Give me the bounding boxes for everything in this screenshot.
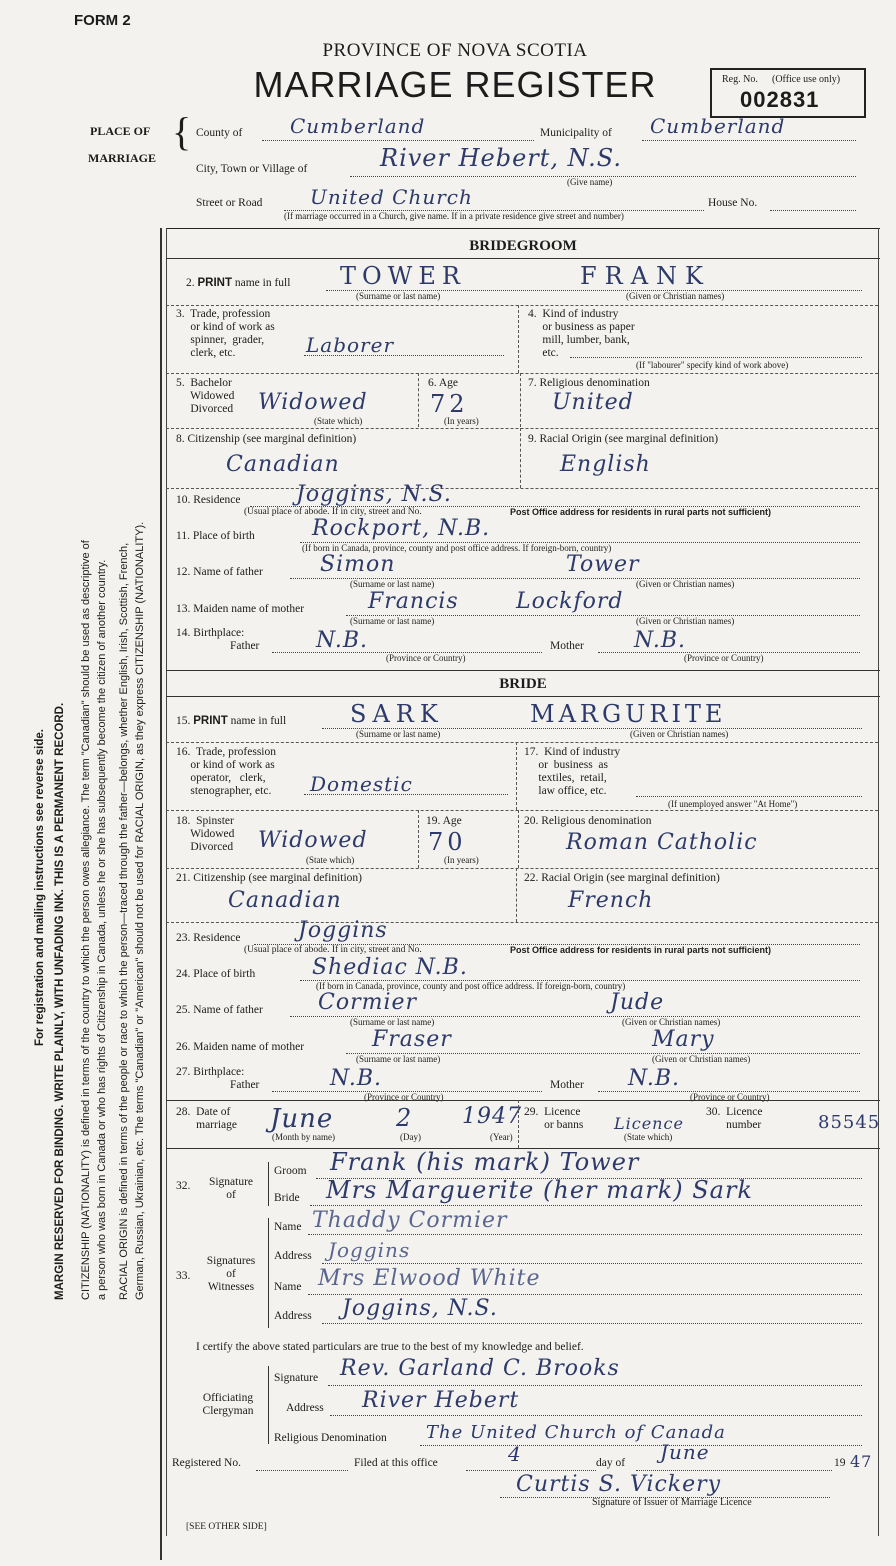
form-left-rule [166, 228, 167, 1536]
marriage-top-rule [166, 1100, 880, 1101]
row-rule [166, 810, 878, 811]
groom-status-caption: (State which) [314, 416, 363, 426]
row-rule [166, 868, 878, 869]
groom-status-label: 5. Bachelor Widowed Divorced [176, 377, 235, 415]
col-rule [518, 305, 519, 373]
bride-sig-line [310, 1205, 862, 1206]
filed-month-line [636, 1470, 832, 1471]
form-top-rule [166, 228, 880, 229]
groom-citizenship-label: 8. Citizenship (see marginal definition) [176, 433, 357, 445]
bride-racial: French [568, 888, 654, 913]
groom-bp-father-label: Father [230, 640, 260, 652]
groom-print-rest: name in full [234, 277, 291, 289]
bride-heading: BRIDE [499, 676, 547, 692]
bride-birth: Shediac N.B. [312, 955, 468, 980]
groom-residence-note-a: (Usual place of abode. If in city, street and No. [244, 507, 422, 517]
row-rule [166, 305, 878, 306]
bride-citizenship-label: 21. Citizenship (see marginal definition) [176, 872, 362, 884]
day-of-label: day of [596, 1457, 626, 1469]
groom-bp-mother-cap: (Province or Country) [684, 653, 764, 663]
bridegroom-heading: BRIDEGROOM [469, 238, 577, 254]
groom-residence-label: 10. Residence [176, 494, 241, 506]
groom-father-surname-cap: (Surname or last name) [350, 579, 435, 589]
groom-trade-label: 3. Trade, profession or kind of work as spinner, grader, clerk, etc. [176, 308, 275, 359]
officiant-signature: Rev. Garland C. Brooks [340, 1356, 620, 1381]
margin-rule [160, 228, 162, 1560]
province-heading: PROVINCE OF NOVA SCOTIA [322, 40, 588, 61]
bride-birth-label: 24. Place of birth [176, 968, 256, 980]
groom-signature: Frank (his mark) Tower [330, 1148, 640, 1176]
marriage-day: 2 [396, 1104, 413, 1132]
bride-citizenship: Canadian [228, 888, 342, 913]
off-relig-label: Religious Denomination [274, 1432, 387, 1444]
col-rule [518, 1100, 519, 1148]
form-number: FORM 2 [74, 12, 131, 29]
year-prefix: 19 [834, 1457, 846, 1469]
groom-birth: Rockport, N.B. [312, 516, 491, 541]
col-rule [518, 810, 519, 868]
licence-number-label: 30. Licence number [706, 1106, 763, 1131]
margin-line-3: CITIZENSHIP (NATIONALITY) is defined in terms of the country to which the person owes allegiance. The term "Canadian" should be used as descriptive of [80, 540, 92, 1300]
bride-father-given: Jude [610, 990, 665, 1015]
sig-label: Signature of [208, 1176, 254, 1201]
place-label-2: MARRIAGE [88, 151, 156, 165]
marriage-month: June [270, 1104, 334, 1134]
certify-text: I certify the above stated particulars are true to the best of my knowledge and belief. [196, 1341, 584, 1353]
w1-name-label: Name [274, 1221, 302, 1233]
issuer-caption: Signature of Issuer of Marriage Licence [592, 1497, 752, 1508]
groom-print-label [186, 277, 290, 290]
filed-month: June [660, 1440, 710, 1464]
witness2-name: Mrs Elwood White [318, 1266, 541, 1291]
groom-father-given: Tower [566, 552, 640, 577]
off-relig-line [420, 1445, 862, 1446]
bride-bp-father-label: Father [230, 1079, 260, 1091]
groom-racial-label: 9. Racial Origin (see marginal definition) [528, 433, 719, 445]
licence-label: 29. Licence or banns [524, 1106, 584, 1131]
col-rule [516, 868, 517, 922]
bride-trade-label: 16. Trade, profession or kind of work as operator, clerk, stenographer, etc. [176, 746, 276, 797]
col-rule [520, 428, 521, 488]
groom-given: FRANK [580, 262, 711, 290]
city-label: City, Town or Village of [196, 163, 308, 175]
day-caption: (Day) [400, 1132, 421, 1142]
groom-birth-note: (If born in Canada, province, county and post office address. If foreign-born, country) [302, 543, 612, 553]
w2-name-label: Name [274, 1281, 302, 1293]
bride-status-label: 18. Spinster Widowed Divorced [176, 815, 235, 853]
county-line [262, 140, 534, 141]
groom-industry-line [570, 357, 862, 358]
col-rule [516, 742, 517, 810]
groom-trade: Laborer [306, 333, 395, 357]
off-sig-label: Signature [274, 1372, 319, 1384]
groom-mother-label: 13. Maiden name of mother [176, 603, 305, 615]
filed-day-line [466, 1470, 596, 1471]
bride-industry-label: 17. Kind of industry or business as textiles, retail, law office, etc. [524, 746, 621, 797]
bride-father-surname-cap: (Surname or last name) [350, 1017, 435, 1027]
city-value: River Hebert, N.S. [380, 144, 622, 172]
witness2-address: Joggins, N.S. [342, 1296, 498, 1321]
w1-address-line [322, 1263, 862, 1264]
groom-citizenship: Canadian [226, 452, 340, 477]
bride-mother-given-cap: (Given or Christian names) [652, 1054, 751, 1064]
w2-address-label: Address [274, 1310, 312, 1322]
reg-office: (Office use only) [772, 74, 841, 85]
bride-surname: SARK [350, 700, 444, 728]
street-value: United Church [310, 185, 473, 209]
groom-given-caption: (Given or Christian names) [626, 291, 725, 301]
bride-residence-note-a: (Usual place of abode. If in city, street and No. [244, 945, 422, 955]
bride-religion: Roman Catholic [566, 830, 758, 855]
registered-line [256, 1470, 348, 1471]
groom-mother-given: Lockford [516, 589, 624, 614]
w1-name-line [308, 1234, 862, 1235]
bride-industry-note: (If unemployed answer "At Home") [668, 799, 798, 809]
groom-surname-caption: (Surname or last name) [356, 291, 441, 301]
margin-line-4: a person who was born in Canada or who has rights of Citizenship in Canada, unless he or she has subsequently become the citizen of another country. [96, 559, 108, 1300]
registered-label: Registered No. [172, 1457, 241, 1469]
bride-father-given-cap: (Given or Christian names) [622, 1017, 721, 1027]
filed-year: 47 [850, 1452, 873, 1471]
groom-mother-surname: Francis [368, 589, 459, 614]
county-label: County of [196, 127, 243, 139]
form-right-rule [878, 228, 879, 1536]
filed-day: 4 [508, 1442, 522, 1466]
licence-caption: (State which) [624, 1132, 673, 1142]
bride-bp-mother: N.B. [628, 1066, 680, 1091]
bride-mother-surname: Fraser [372, 1027, 452, 1052]
bride-birthplace-label: 27. Birthplace: [176, 1066, 245, 1078]
groom-father-given-cap: (Given or Christian names) [636, 579, 735, 589]
sig-num: 32. [176, 1180, 191, 1192]
bride-bp-mother-label: Mother [550, 1079, 584, 1091]
date-label: 28. Date of marriage [176, 1106, 237, 1131]
marriage-year: 1947 [462, 1104, 522, 1129]
bridegroom-rule [166, 258, 880, 259]
bride-religion-label: 20. Religious denomination [524, 815, 652, 827]
house-line [770, 210, 856, 211]
bride-heading-rule [166, 696, 880, 697]
officiant-religion: The United Church of Canada [426, 1422, 726, 1443]
bride-print-label [176, 715, 286, 728]
groom-residence-note-b: Post Office address for residents in rural parts not sufficient) [510, 507, 772, 517]
house-label: House No. [708, 197, 758, 209]
groom-age-caption: (In years) [444, 416, 479, 426]
licence-value: Licence [614, 1114, 684, 1133]
street-caption: (If marriage occurred in a Church, give name. If in a private residence give street and number) [284, 211, 624, 221]
bride-age-label: 19. Age [426, 815, 462, 827]
w2-name-line [308, 1294, 862, 1295]
w1-address-label: Address [274, 1250, 312, 1262]
municipality-label: Municipality of [540, 127, 612, 139]
off-address-line [330, 1415, 862, 1416]
groom-mother-given-cap: (Given or Christian names) [636, 616, 735, 626]
month-caption: (Month by name) [272, 1132, 335, 1142]
col-rule [418, 810, 419, 868]
filed-label: Filed at this office [354, 1457, 438, 1469]
groom-religion: United [552, 390, 634, 415]
bride-trade: Domestic [310, 772, 413, 796]
issuer-signature: Curtis S. Vickery [516, 1472, 722, 1497]
wit-bracket [268, 1218, 269, 1328]
groom-age-label: 6. Age [428, 377, 459, 389]
bride-residence-label: 23. Residence [176, 932, 241, 944]
groom-father-surname: Simon [320, 552, 396, 577]
margin-line-5: RACIAL ORIGIN is defined in terms of the people or race to which the person—traced through the father—belongs, whether English, Irish, Scottish, French, [118, 542, 130, 1300]
groom-age: 72 [430, 390, 469, 418]
bride-given-caption: (Given or Christian names) [630, 729, 729, 739]
bride-residence: Joggins [298, 918, 388, 943]
groom-religion-label: 7. Religious denomination [528, 377, 650, 389]
row-rule [166, 922, 878, 923]
street-label: Street or Road [196, 197, 263, 209]
row-rule [166, 742, 878, 743]
groom-status: Widowed [258, 390, 368, 415]
groom-industry-label: 4. Kind of industry or business as paper mill, lumber, bank, etc. [528, 308, 635, 359]
groom-print-bold: PRINT [197, 277, 232, 289]
bride-mother-surname-cap: (Surname or last name) [356, 1054, 441, 1064]
year-caption: (Year) [490, 1132, 513, 1142]
witness1-name: Thaddy Cormier [312, 1208, 508, 1233]
witness1-address: Joggins [328, 1238, 411, 1262]
county-value: Cumberland [290, 114, 426, 138]
bride-racial-label: 22. Racial Origin (see marginal definition) [524, 872, 720, 884]
see-other-side: [SEE OTHER SIDE] [186, 1522, 267, 1532]
groom-sig-label: Groom [274, 1165, 307, 1177]
bride-bp-mother-cap: (Province or Country) [690, 1092, 770, 1102]
groom-father-label: 12. Name of father [176, 566, 263, 578]
col-rule [520, 373, 521, 427]
groom-bp-father: N.B. [316, 628, 368, 653]
bride-print-num: 15. [176, 715, 191, 727]
reg-number: 002831 [740, 87, 820, 112]
groom-birth-label: 11. Place of birth [176, 530, 255, 542]
bride-father-surname: Cormier [318, 990, 418, 1015]
municipality-line [642, 140, 856, 141]
bride-bp-father-cap: (Province or Country) [364, 1092, 444, 1102]
groom-bp-mother: N.B. [634, 628, 686, 653]
place-label-1: PLACE OF [90, 124, 151, 138]
bride-top-rule [166, 670, 880, 671]
bride-given: MARGURITE [530, 700, 727, 728]
licence-number: 85545 [818, 1112, 881, 1133]
bride-print-bold: PRINT [193, 715, 228, 727]
col-rule [418, 373, 419, 427]
sig-bracket [268, 1162, 269, 1206]
municipality-value: Cumberland [650, 114, 786, 138]
bride-bp-father: N.B. [330, 1066, 382, 1091]
off-bracket [268, 1366, 269, 1444]
bride-age: 70 [428, 828, 467, 856]
reg-number-box [710, 68, 866, 118]
groom-surname: TOWER [340, 262, 466, 290]
groom-bp-father-cap: (Province or Country) [386, 653, 466, 663]
groom-industry-note: (If "labourer" specify kind of work above) [636, 360, 789, 370]
bride-status: Widowed [258, 828, 368, 853]
groom-print-num: 2. [186, 277, 195, 289]
margin-line-2: MARGIN RESERVED FOR BINDING. WRITE PLAINLY, WITH UNFADING INK. THIS IS A PERMANENT RECORD. [54, 702, 66, 1300]
off-sig-line [328, 1385, 862, 1386]
bride-status-caption: (State which) [306, 855, 355, 865]
row-rule [166, 488, 878, 489]
wit-num: 33. [176, 1270, 191, 1282]
officiating-label: Officiating Clergyman [202, 1392, 254, 1417]
bride-age-caption: (In years) [444, 855, 479, 865]
bride-industry-line [636, 796, 862, 797]
off-address-label: Address [286, 1402, 324, 1414]
bride-father-label: 25. Name of father [176, 1004, 263, 1016]
groom-bp-mother-label: Mother [550, 640, 584, 652]
bride-sig-label: Bride [274, 1192, 300, 1204]
groom-residence: Joggins, N.S. [296, 482, 452, 507]
row-rule [166, 428, 878, 429]
wit-label: Signatures of Witnesses [206, 1255, 256, 1293]
groom-mother-surname-cap: (Surname or last name) [350, 616, 435, 626]
bride-mother-given: Mary [652, 1027, 715, 1052]
margin-line-1: For registration and mailing instructions see reverse side. [34, 729, 46, 1046]
officiant-address: River Hebert [362, 1388, 520, 1413]
bride-mother-label: 26. Maiden name of mother [176, 1041, 305, 1053]
groom-racial: English [560, 452, 651, 477]
page-title: MARRIAGE REGISTER [253, 64, 657, 105]
bride-residence-note-b: Post Office address for residents in rural parts not sufficient) [510, 945, 772, 955]
bride-surname-caption: (Surname or last name) [356, 729, 441, 739]
bride-birth-note: (If born in Canada, province, county and post office address. If foreign-born, country) [316, 981, 626, 991]
bride-print-rest: name in full [230, 715, 287, 727]
city-caption: (Give name) [567, 177, 613, 187]
margin-line-6: German, Russian, Ukrainian, etc. The terms "Canadian" or "American" should not be used for RACIAL ORIGIN, as they express CITIZENSHIP (NATIONALITY). [134, 521, 146, 1300]
row-rule [166, 373, 878, 374]
bride-signature: Mrs Marguerite (her mark) Sark [326, 1176, 753, 1204]
w2-address-line [322, 1323, 862, 1324]
reg-label: Reg. No. [722, 74, 758, 85]
groom-birthplace-label: 14. Birthplace: [176, 627, 245, 639]
place-brace: { [172, 109, 192, 154]
